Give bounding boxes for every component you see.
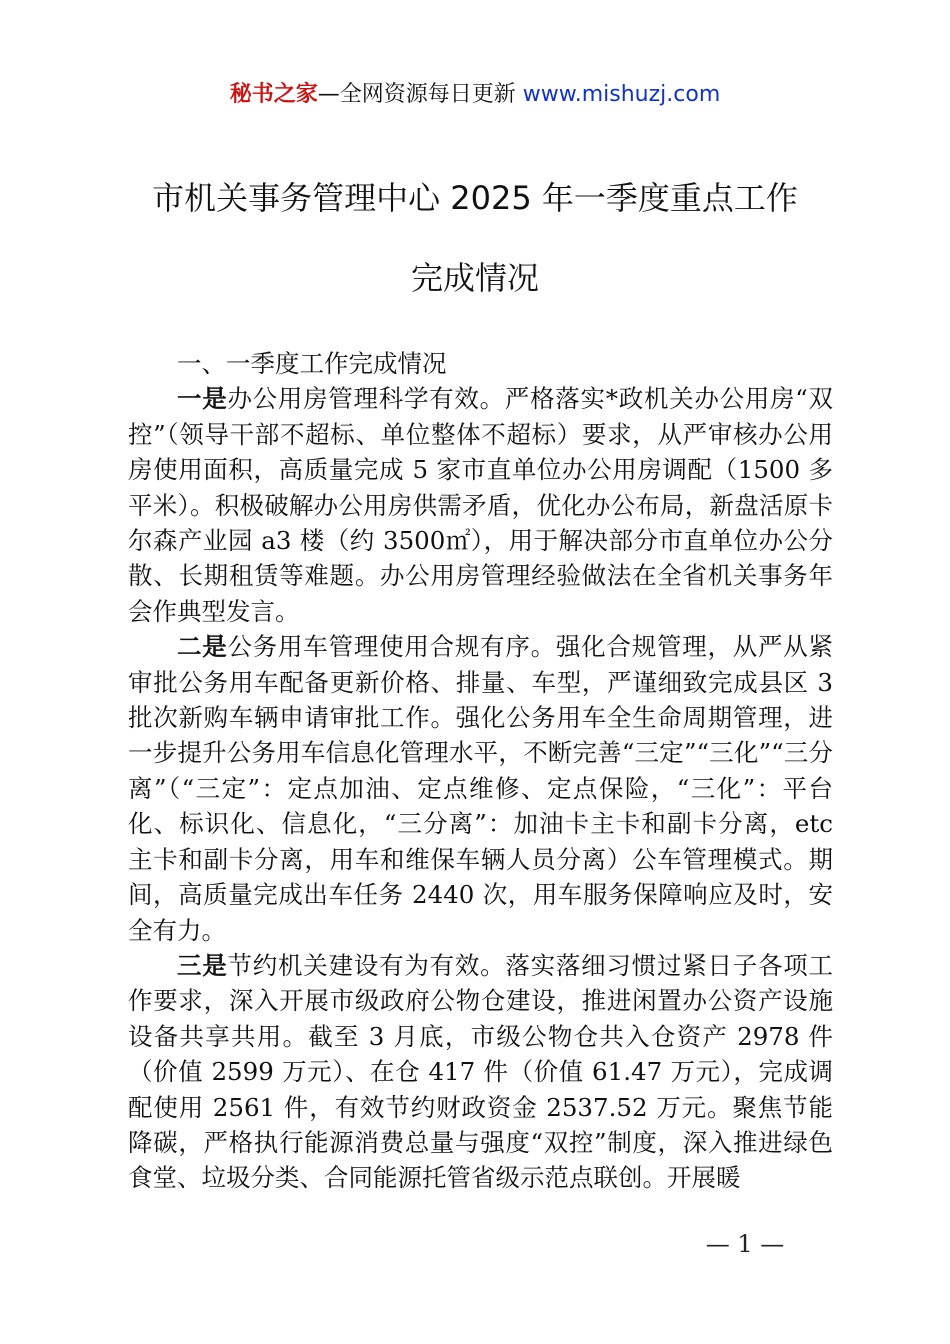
banner-tagline: —全网资源每日更新 [317, 82, 523, 107]
paragraph-text: 节约机关建设有为有效。落实落细习惯过紧日子各项工作要求，深入开展市级政府公物仓建设，推进闲置办公资产设施设备共享共用。截至 3 月底，市级公物仓共入仓资产 2978 件（价值 2599 万元）、在仓 417 件（价值 61.47 万元），完成调配使用 2561 件，有效节约财政资金 2537.52 万元。聚焦节能降碳，严格执行能源消费总量与强度“双控”制度，深入推进绿色食堂、垃圾分类、合同能源托管省级示范点联创。开展暖 [128, 950, 834, 1193]
paragraph-text: 办公用房管理科学有效。严格落实*政机关办公用房“双控”（领导干部不超标、单位整体不超标）要求，从严审核办公用房使用面积，高质量完成 5 家市直单位办公用房调配（1500 多平米）。积极破解办公用房供需矛盾，优化办公布局，新盘活原卡尔森产业园 a3 楼（约 3500㎡），用于解决部分市直单位办公分散、长期租赁等难题。办公用房管理经验做法在全省机关事务年会作典型发言。 [128, 384, 834, 626]
paragraph-2 [128, 629, 833, 948]
title-line-2: 完成情况 [410, 259, 539, 297]
document-body [128, 346, 833, 1196]
title-line-1: 市机关事务管理中心 2025 年一季度重点工作 [152, 179, 798, 217]
document-title [60, 158, 890, 318]
paragraph-1 [128, 381, 833, 629]
brand-name: 秘书之家 [229, 82, 318, 107]
site-url-link[interactable]: www.mishuzj.com [522, 82, 721, 107]
site-banner [0, 78, 950, 112]
paragraph-lead: 一是 [177, 384, 228, 414]
page-number: — 1 — [705, 1230, 785, 1258]
section-heading: 一、一季度工作完成情况 [177, 349, 447, 378]
paragraph-lead: 三是 [177, 950, 228, 980]
paragraph-3 [128, 948, 833, 1196]
paragraph-text: 公务用车管理使用合规有序。强化合规管理，从严从紧审批公务用车配备更新价格、排量、车型，严谨细致完成县区 3 批次新购车辆申请审批工作。强化公务用车全生命周期管理，进一步提升公务用车信息化管理水平，不断完善“三定”“三化”“三分离”（“三定”：定点加油、定点维修、定点保险，“三化”：平台化、标识化、信息化，“三分离”：加油卡主卡和副卡分离，etc 主卡和副卡分离，用车和维保车辆人员分离）公车管理模式。期间，高质量完成出车任务 2440 次，用车服务保障响应及时，安全有力。 [128, 632, 834, 945]
paragraph-lead: 二是 [177, 632, 228, 662]
